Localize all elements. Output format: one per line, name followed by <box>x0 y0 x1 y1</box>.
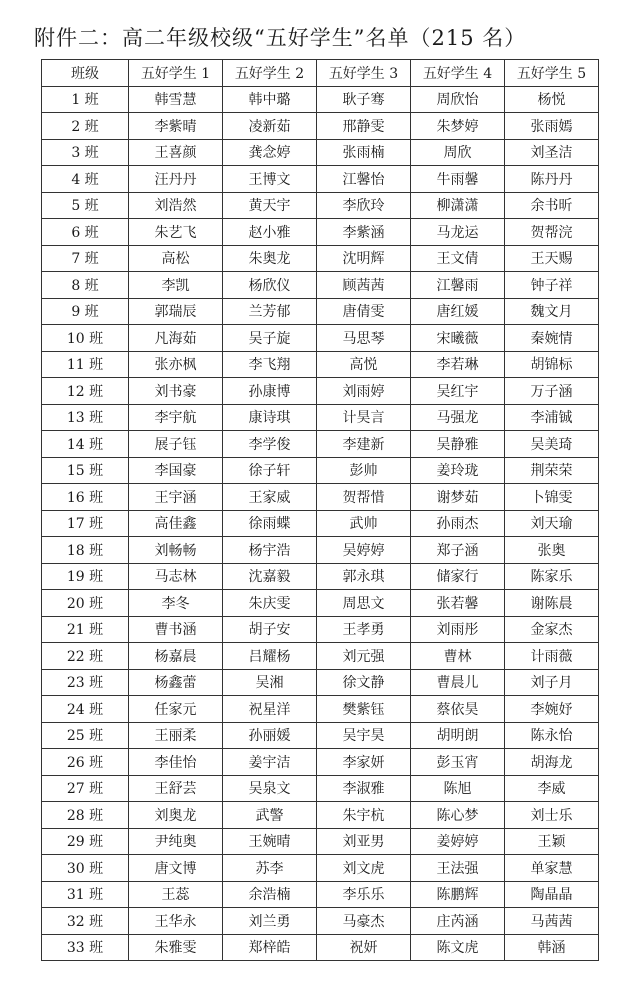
document-title: 附件二：高二年级校级“五好学生”名单（215 名） <box>34 26 527 50</box>
student-5-cell: 胡锦标 <box>505 351 599 378</box>
class-cell: 17 班 <box>42 510 129 537</box>
student-2-cell: 康诗琪 <box>223 404 317 431</box>
student-4-cell: 彭玉宵 <box>411 749 505 776</box>
student-5-cell: 陈家乐 <box>505 563 599 590</box>
student-3-cell: 唐倩雯 <box>317 298 411 325</box>
table-row <box>42 696 599 723</box>
student-5-cell: 刘士乐 <box>505 802 599 829</box>
class-cell: 28 班 <box>42 802 129 829</box>
student-4-cell: 胡明朗 <box>411 722 505 749</box>
student-3-cell: 吴宇昊 <box>317 722 411 749</box>
header-student-5: 五好学生 5 <box>505 60 599 87</box>
student-2-cell: 姜宇洁 <box>223 749 317 776</box>
student-5-cell: 王天赐 <box>505 245 599 272</box>
roster-body <box>42 86 599 961</box>
student-5-cell: 陈永怡 <box>505 722 599 749</box>
student-4-cell: 庄芮涵 <box>411 908 505 935</box>
table-row <box>42 802 599 829</box>
class-cell: 14 班 <box>42 431 129 458</box>
student-4-cell: 曹晨儿 <box>411 669 505 696</box>
student-3-cell: 刘雨婷 <box>317 378 411 405</box>
student-1-cell: 高松 <box>129 245 223 272</box>
student-4-cell: 牛雨馨 <box>411 166 505 193</box>
student-1-cell: 王蕊 <box>129 881 223 908</box>
table-row <box>42 616 599 643</box>
class-cell: 27 班 <box>42 775 129 802</box>
student-4-cell: 陈鹏辉 <box>411 881 505 908</box>
student-5-cell: 计雨薇 <box>505 643 599 670</box>
student-3-cell: 郭永琪 <box>317 563 411 590</box>
student-1-cell: 尹纯奥 <box>129 828 223 855</box>
student-4-cell: 马龙运 <box>411 219 505 246</box>
table-row <box>42 510 599 537</box>
student-3-cell: 顾茜茜 <box>317 272 411 299</box>
student-5-cell: 刘天瑜 <box>505 510 599 537</box>
student-4-cell: 江馨雨 <box>411 272 505 299</box>
student-4-cell: 姜玲珑 <box>411 457 505 484</box>
student-3-cell: 沈明辉 <box>317 245 411 272</box>
table-row <box>42 86 599 113</box>
student-2-cell: 韩中璐 <box>223 86 317 113</box>
student-4-cell: 宋曦薇 <box>411 325 505 352</box>
student-1-cell: 刘畅畅 <box>129 537 223 564</box>
student-5-cell: 金家杰 <box>505 616 599 643</box>
student-4-cell: 陈心梦 <box>411 802 505 829</box>
student-4-cell: 周欣 <box>411 139 505 166</box>
student-4-cell: 陈文虎 <box>411 934 505 961</box>
table-row <box>42 351 599 378</box>
student-2-cell: 黄天宇 <box>223 192 317 219</box>
student-3-cell: 马思琴 <box>317 325 411 352</box>
table-row <box>42 219 599 246</box>
class-cell: 16 班 <box>42 484 129 511</box>
student-3-cell: 李乐乐 <box>317 881 411 908</box>
student-3-cell: 武帅 <box>317 510 411 537</box>
table-row <box>42 881 599 908</box>
student-3-cell: 计昊言 <box>317 404 411 431</box>
table-row <box>42 325 599 352</box>
student-5-cell: 余书昕 <box>505 192 599 219</box>
student-4-cell: 周欣怡 <box>411 86 505 113</box>
student-4-cell: 谢梦茹 <box>411 484 505 511</box>
class-cell: 11 班 <box>42 351 129 378</box>
student-4-cell: 张若馨 <box>411 590 505 617</box>
student-3-cell: 吴婷婷 <box>317 537 411 564</box>
student-2-cell: 李飞翔 <box>223 351 317 378</box>
student-2-cell: 苏李 <box>223 855 317 882</box>
student-4-cell: 刘雨彤 <box>411 616 505 643</box>
student-1-cell: 王舒芸 <box>129 775 223 802</box>
student-5-cell: 李婉妤 <box>505 696 599 723</box>
table-row <box>42 855 599 882</box>
student-1-cell: 刘浩然 <box>129 192 223 219</box>
student-1-cell: 王丽柔 <box>129 722 223 749</box>
student-2-cell: 吴泉文 <box>223 775 317 802</box>
class-cell: 32 班 <box>42 908 129 935</box>
class-cell: 20 班 <box>42 590 129 617</box>
student-1-cell: 杨嘉晨 <box>129 643 223 670</box>
student-1-cell: 朱艺飞 <box>129 219 223 246</box>
class-cell: 10 班 <box>42 325 129 352</box>
student-5-cell: 陈丹丹 <box>505 166 599 193</box>
student-5-cell: 万子涵 <box>505 378 599 405</box>
student-5-cell: 刘圣洁 <box>505 139 599 166</box>
class-cell: 9 班 <box>42 298 129 325</box>
student-2-cell: 孙丽媛 <box>223 722 317 749</box>
student-1-cell: 韩雪慧 <box>129 86 223 113</box>
table-row <box>42 775 599 802</box>
student-3-cell: 邢静雯 <box>317 113 411 140</box>
student-4-cell: 姜婷婷 <box>411 828 505 855</box>
student-2-cell: 徐雨蝶 <box>223 510 317 537</box>
class-cell: 19 班 <box>42 563 129 590</box>
student-3-cell: 王孝勇 <box>317 616 411 643</box>
student-5-cell: 钟子祥 <box>505 272 599 299</box>
student-2-cell: 王家威 <box>223 484 317 511</box>
student-1-cell: 李凯 <box>129 272 223 299</box>
student-3-cell: 高悦 <box>317 351 411 378</box>
student-1-cell: 王喜颜 <box>129 139 223 166</box>
student-2-cell: 朱庆雯 <box>223 590 317 617</box>
class-cell: 21 班 <box>42 616 129 643</box>
class-cell: 5 班 <box>42 192 129 219</box>
class-cell: 23 班 <box>42 669 129 696</box>
student-4-cell: 储家行 <box>411 563 505 590</box>
student-5-cell: 张雨嫣 <box>505 113 599 140</box>
student-4-cell: 孙雨杰 <box>411 510 505 537</box>
student-3-cell: 朱宇杭 <box>317 802 411 829</box>
student-1-cell: 任家元 <box>129 696 223 723</box>
student-2-cell: 孙康博 <box>223 378 317 405</box>
student-4-cell: 郑子涵 <box>411 537 505 564</box>
student-1-cell: 杨鑫蕾 <box>129 669 223 696</box>
student-5-cell: 韩涵 <box>505 934 599 961</box>
table-row <box>42 272 599 299</box>
header-student-1: 五好学生 1 <box>129 60 223 87</box>
header-student-2: 五好学生 2 <box>223 60 317 87</box>
student-5-cell: 李浦铖 <box>505 404 599 431</box>
student-1-cell: 朱雅雯 <box>129 934 223 961</box>
table-row <box>42 298 599 325</box>
class-cell: 29 班 <box>42 828 129 855</box>
class-cell: 8 班 <box>42 272 129 299</box>
student-2-cell: 余浩楠 <box>223 881 317 908</box>
table-row <box>42 563 599 590</box>
student-1-cell: 王华永 <box>129 908 223 935</box>
student-5-cell: 荆荣荣 <box>505 457 599 484</box>
student-2-cell: 胡子安 <box>223 616 317 643</box>
student-3-cell: 江馨怡 <box>317 166 411 193</box>
student-1-cell: 马志林 <box>129 563 223 590</box>
student-2-cell: 凌新茹 <box>223 113 317 140</box>
student-3-cell: 徐文静 <box>317 669 411 696</box>
student-4-cell: 吴红宇 <box>411 378 505 405</box>
student-4-cell: 朱梦婷 <box>411 113 505 140</box>
student-4-cell: 王文倩 <box>411 245 505 272</box>
student-5-cell: 李威 <box>505 775 599 802</box>
student-5-cell: 贺帮浣 <box>505 219 599 246</box>
class-cell: 12 班 <box>42 378 129 405</box>
student-4-cell: 曹林 <box>411 643 505 670</box>
student-5-cell: 陶晶晶 <box>505 881 599 908</box>
student-2-cell: 吕耀杨 <box>223 643 317 670</box>
student-3-cell: 周思文 <box>317 590 411 617</box>
student-3-cell: 樊紫钰 <box>317 696 411 723</box>
student-3-cell: 李欣玲 <box>317 192 411 219</box>
student-5-cell: 秦婉情 <box>505 325 599 352</box>
class-cell: 4 班 <box>42 166 129 193</box>
class-cell: 25 班 <box>42 722 129 749</box>
student-2-cell: 杨宇浩 <box>223 537 317 564</box>
student-1-cell: 凡海茹 <box>129 325 223 352</box>
student-2-cell: 徐子轩 <box>223 457 317 484</box>
student-1-cell: 唐文博 <box>129 855 223 882</box>
student-2-cell: 赵小雅 <box>223 219 317 246</box>
table-row <box>42 378 599 405</box>
student-5-cell: 杨悦 <box>505 86 599 113</box>
student-1-cell: 张亦枫 <box>129 351 223 378</box>
class-cell: 30 班 <box>42 855 129 882</box>
student-5-cell: 王颖 <box>505 828 599 855</box>
student-3-cell: 李紫涵 <box>317 219 411 246</box>
table-row <box>42 166 599 193</box>
student-5-cell: 马茜茜 <box>505 908 599 935</box>
table-row <box>42 934 599 961</box>
student-1-cell: 李紫晴 <box>129 113 223 140</box>
table-row <box>42 192 599 219</box>
student-5-cell: 单家慧 <box>505 855 599 882</box>
class-cell: 33 班 <box>42 934 129 961</box>
header-class: 班级 <box>42 60 129 87</box>
student-3-cell: 刘元强 <box>317 643 411 670</box>
table-row <box>42 484 599 511</box>
student-4-cell: 李若琳 <box>411 351 505 378</box>
student-3-cell: 祝妍 <box>317 934 411 961</box>
student-5-cell: 卜锦雯 <box>505 484 599 511</box>
student-3-cell: 彭帅 <box>317 457 411 484</box>
table-row <box>42 643 599 670</box>
student-2-cell: 王博文 <box>223 166 317 193</box>
student-5-cell: 吴美琦 <box>505 431 599 458</box>
student-5-cell: 张奥 <box>505 537 599 564</box>
header-student-4: 五好学生 4 <box>411 60 505 87</box>
student-2-cell: 武警 <box>223 802 317 829</box>
student-2-cell: 郑梓皓 <box>223 934 317 961</box>
student-3-cell: 李建新 <box>317 431 411 458</box>
student-3-cell: 刘文虎 <box>317 855 411 882</box>
table-row <box>42 669 599 696</box>
class-cell: 31 班 <box>42 881 129 908</box>
student-2-cell: 吴湘 <box>223 669 317 696</box>
class-cell: 24 班 <box>42 696 129 723</box>
student-2-cell: 朱奥龙 <box>223 245 317 272</box>
student-4-cell: 蔡依昊 <box>411 696 505 723</box>
student-4-cell: 马强龙 <box>411 404 505 431</box>
student-5-cell: 刘子月 <box>505 669 599 696</box>
student-2-cell: 沈嘉毅 <box>223 563 317 590</box>
table-row <box>42 590 599 617</box>
class-cell: 7 班 <box>42 245 129 272</box>
student-4-cell: 唐红媛 <box>411 298 505 325</box>
student-3-cell: 李淑雅 <box>317 775 411 802</box>
student-1-cell: 高佳鑫 <box>129 510 223 537</box>
class-cell: 18 班 <box>42 537 129 564</box>
class-cell: 6 班 <box>42 219 129 246</box>
table-row <box>42 908 599 935</box>
table-row <box>42 139 599 166</box>
class-cell: 26 班 <box>42 749 129 776</box>
student-2-cell: 兰芳郁 <box>223 298 317 325</box>
table-row <box>42 457 599 484</box>
student-3-cell: 马豪杰 <box>317 908 411 935</box>
class-cell: 13 班 <box>42 404 129 431</box>
table-row <box>42 828 599 855</box>
table-row <box>42 749 599 776</box>
class-cell: 1 班 <box>42 86 129 113</box>
student-1-cell: 曹书涵 <box>129 616 223 643</box>
student-2-cell: 祝星洋 <box>223 696 317 723</box>
student-3-cell: 李家妍 <box>317 749 411 776</box>
student-2-cell: 刘兰勇 <box>223 908 317 935</box>
student-3-cell: 耿子骞 <box>317 86 411 113</box>
student-1-cell: 王宇涵 <box>129 484 223 511</box>
student-2-cell: 吴子旋 <box>223 325 317 352</box>
table-row <box>42 537 599 564</box>
student-roster-table <box>41 59 599 961</box>
student-1-cell: 刘奥龙 <box>129 802 223 829</box>
student-4-cell: 柳潇潇 <box>411 192 505 219</box>
student-1-cell: 刘书豪 <box>129 378 223 405</box>
table-row <box>42 722 599 749</box>
student-3-cell: 刘亚男 <box>317 828 411 855</box>
student-3-cell: 张雨楠 <box>317 139 411 166</box>
table-row <box>42 113 599 140</box>
student-1-cell: 李佳怡 <box>129 749 223 776</box>
class-cell: 2 班 <box>42 113 129 140</box>
student-4-cell: 吴静雅 <box>411 431 505 458</box>
student-2-cell: 龚念婷 <box>223 139 317 166</box>
student-1-cell: 郭瑞辰 <box>129 298 223 325</box>
header-row <box>42 60 599 87</box>
table-row <box>42 245 599 272</box>
student-5-cell: 魏文月 <box>505 298 599 325</box>
student-1-cell: 李宇航 <box>129 404 223 431</box>
student-4-cell: 王法强 <box>411 855 505 882</box>
student-2-cell: 王婉晴 <box>223 828 317 855</box>
class-cell: 15 班 <box>42 457 129 484</box>
student-3-cell: 贺帮惜 <box>317 484 411 511</box>
student-4-cell: 陈旭 <box>411 775 505 802</box>
student-1-cell: 李冬 <box>129 590 223 617</box>
class-cell: 22 班 <box>42 643 129 670</box>
student-5-cell: 谢陈晨 <box>505 590 599 617</box>
student-2-cell: 杨欣仪 <box>223 272 317 299</box>
student-2-cell: 李学俊 <box>223 431 317 458</box>
table-row <box>42 404 599 431</box>
student-1-cell: 汪丹丹 <box>129 166 223 193</box>
student-5-cell: 胡海龙 <box>505 749 599 776</box>
class-cell: 3 班 <box>42 139 129 166</box>
table-row <box>42 431 599 458</box>
student-1-cell: 李国豪 <box>129 457 223 484</box>
header-student-3: 五好学生 3 <box>317 60 411 87</box>
student-1-cell: 展子钰 <box>129 431 223 458</box>
